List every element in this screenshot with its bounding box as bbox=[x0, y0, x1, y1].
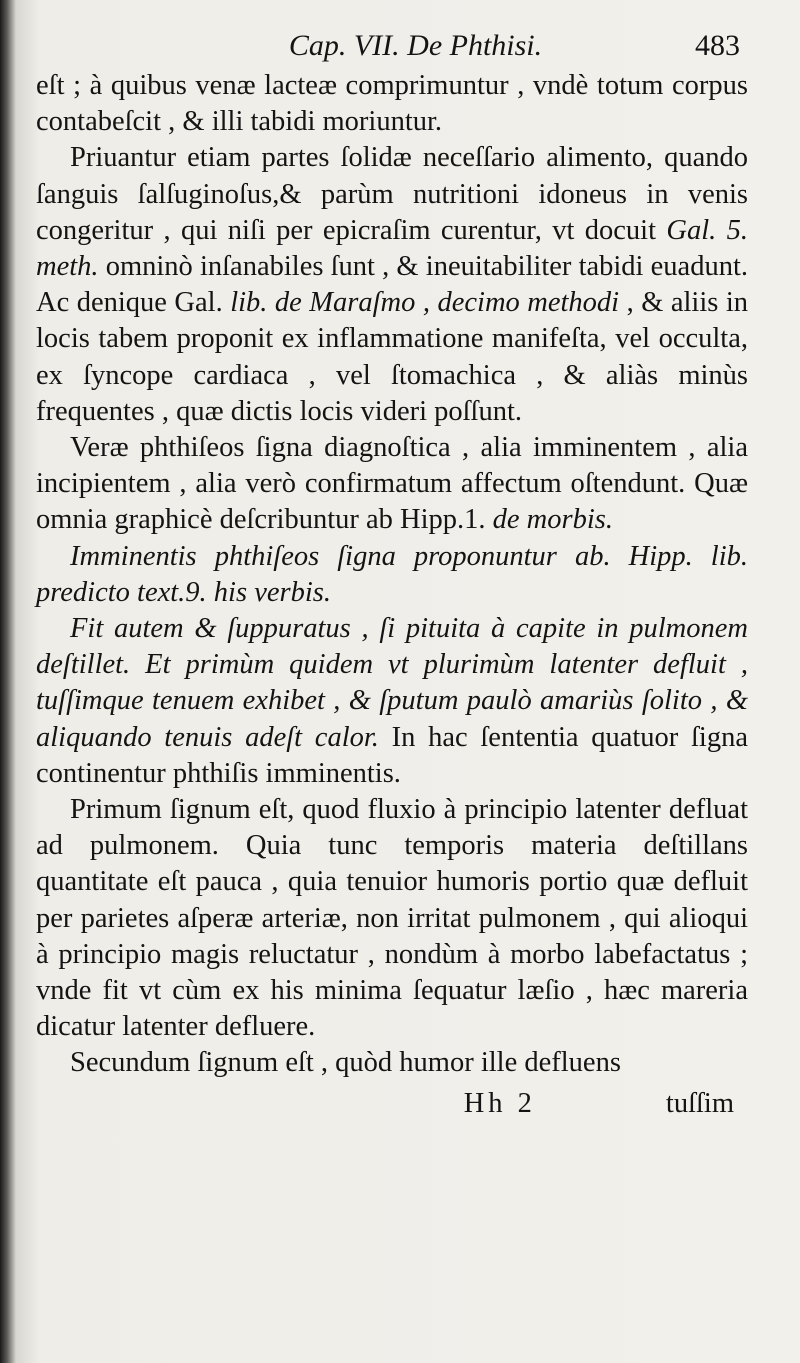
paragraph-4: Imminentis phthiſeos ſigna proponuntur ab. Hipp. lib. predicto text.9. his verbis. bbox=[36, 540, 748, 608]
paragraph-5 bbox=[36, 611, 748, 792]
paragraph-2 bbox=[36, 140, 748, 430]
paragraph-5-text-b: In hac ſententia quatuor ſigna continentur phthiſis imminentis. bbox=[36, 721, 748, 789]
page-header bbox=[36, 28, 748, 68]
citation-galen-meth: Gal. 5. meth. bbox=[36, 214, 748, 283]
paragraph-3 bbox=[36, 430, 748, 539]
page-number: 483 bbox=[695, 29, 740, 62]
paragraph-1: eſt ; à quibus venæ lacteæ comprimuntur , vndè totum corpus contabeſcit , & illi tabidi moriuntur. bbox=[36, 70, 748, 138]
paragraph-3-text-a: Veræ phthiſeos ſigna diagnoſtica , alia imminentem , alia incipientem , alia verò confirmatum affectum oſtendunt. Quæ omnia graphicè deſcribuntur ab Hipp.1. bbox=[36, 432, 748, 536]
paragraph-2-text-c: omninò inſanabiles ſunt , & ineuitabiliter tabidi euadunt. Ac denique Gal. bbox=[36, 251, 748, 319]
paragraph-2-text-a: Priuantur etiam partes ſolidæ neceſſario alimento, quando ſanguis ſalſuginoſus,& parùm nutritioni idoneus in venis congeritur , qui niſi per epicraſim curentur, vt docuit bbox=[36, 142, 748, 246]
running-head: Cap. VII. De Phthisi. bbox=[288, 29, 543, 62]
signature-mark: Hh 2 bbox=[463, 1087, 536, 1119]
citation-de-marasmo: lib. de Maraſmo , decimo methodi bbox=[230, 287, 620, 319]
paragraph-6: Primum ſignum eſt, quod fluxio à principio latenter defluat ad pulmonem. Quia tunc temporis materia deſtillans quantitate eſt pauca , quia tenuior humoris portio quæ defluit per parietes aſperæ arteriæ, non irritat pulmonem , qui alioqui à principio magis reluctatur , nondùm à morbo labefactatus ; vnde fit vt cùm ex his minima ſequatur læſio , hæc mareria dicatur latenter defluere. bbox=[36, 794, 748, 1043]
catchword: tuſſim bbox=[665, 1087, 734, 1119]
page-footer bbox=[36, 1086, 748, 1122]
hippocrates-quotation: Fit autem & ſuppuratus , ſi pituita à capite in pulmonem deſtillet. Et primùm quidem vt plurimùm latenter defluit , tuſſimque tenuem exhibet , & ſputum paulò amariùs ſolito , & aliquando tenuis adeſt calor. bbox=[36, 613, 748, 753]
text-block bbox=[36, 28, 748, 1122]
citation-de-morbis: de morbis. bbox=[492, 504, 613, 536]
paragraph-7: Secundum ſignum eſt , quòd humor ille defluens bbox=[70, 1047, 621, 1079]
paragraph-2-text-e: , & aliis in locis tabem proponit ex inflammatione manifeſta, vel occulta, ex ſyncope cardiaca , vel ſtomachica , & aliàs minùs frequentes , quæ dictis locis videri poſſunt. bbox=[36, 287, 749, 427]
